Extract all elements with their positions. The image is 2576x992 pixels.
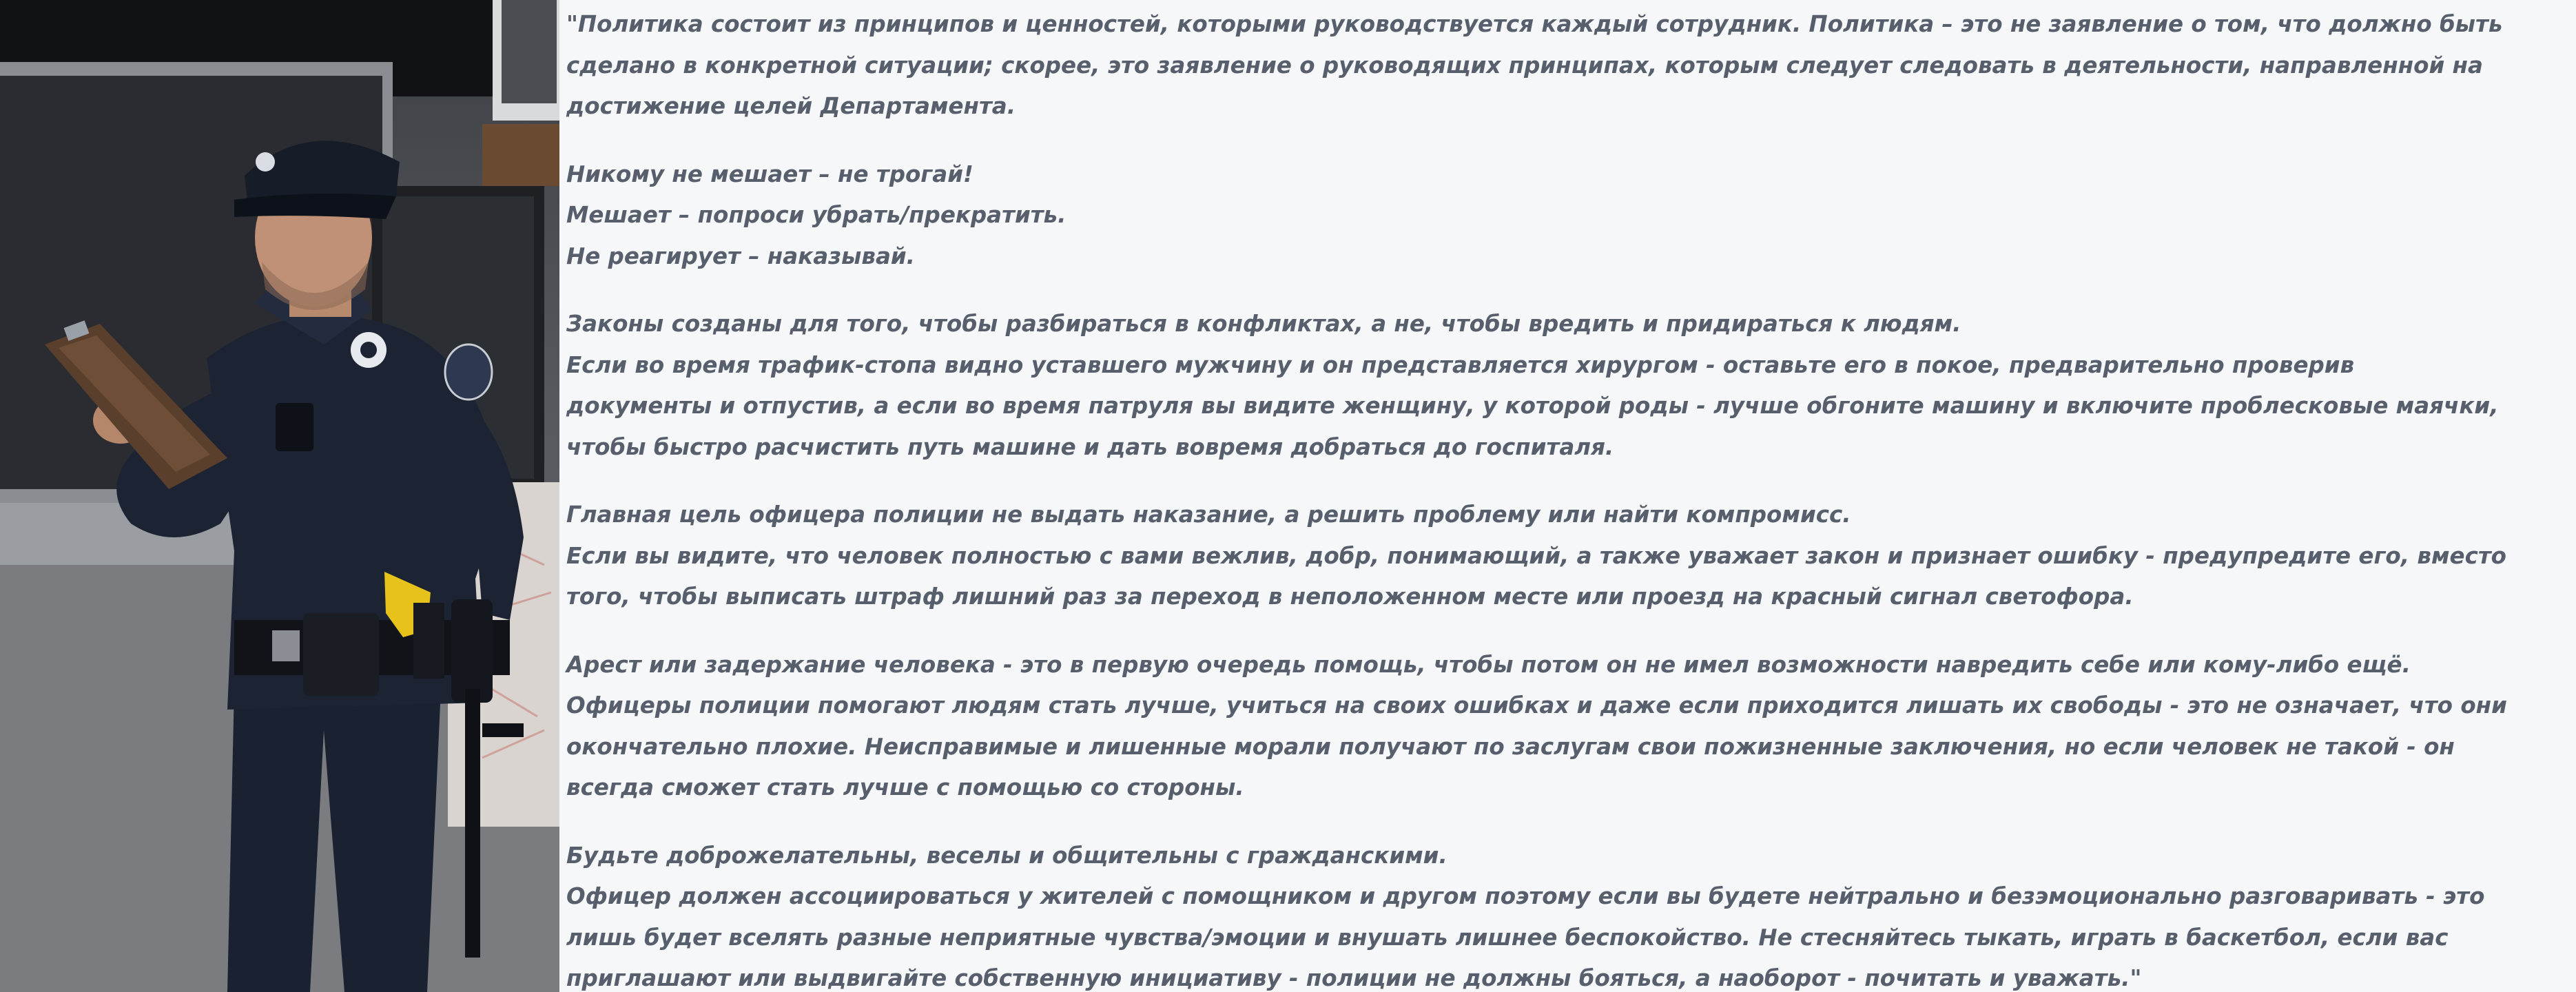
text-line: Будьте доброжелательны, веселы и общительны с гражданскими.	[566, 842, 1447, 869]
text-line: того, чтобы выписать штраф лишний раз за переход в неположенном месте или проезд на красный сигнал светофора.	[566, 583, 2134, 610]
text-line: Мешает – попроси убрать/прекратить.	[566, 202, 1067, 228]
text-line: Арест или задержание человека - это в первую очередь помощь, чтобы потом он не имел возможности навредить себе или кому-либо ещё.	[566, 651, 2411, 678]
scene-illustration	[0, 0, 559, 992]
text-line: Законы созданы для того, чтобы разбираться в конфликтах, а не, чтобы вредить и придираться к людям.	[566, 311, 1961, 337]
laws-paragraph	[566, 304, 2562, 468]
text-line: Если во время трафик-стопа видно уставшего мужчину и он представляется хирургом - оставьте его в покое, предварительно проверив	[566, 351, 2355, 378]
text-line: "Политика состоит из принципов и ценностей, которыми руководствуется каждый сотрудник. Политика – это не заявление о том, что должно быть	[566, 11, 2503, 37]
policy-text-panel	[559, 0, 2576, 992]
text-line: Никому не мешает – не трогай!	[566, 161, 973, 187]
text-line: достижение целей Департамента.	[566, 93, 1016, 119]
text-line: Если вы видите, что человек полностью с вами вежлив, добр, понимающий, а также уважает закон и признает ошибку - предупредите его, вместо	[566, 542, 2507, 569]
text-line: окончательно плохие. Неисправимые и лишенные морали получают по заслугам свои пожизненные заключения, но если человек не такой - он	[566, 733, 2455, 760]
text-line: лишь будет вселять разные неприятные чувства/эмоции и внушать лишнее беспокойство. Не стесняйтесь тыкать, играть в баскетбол, если вас	[566, 924, 2449, 951]
baton-icon	[465, 689, 480, 958]
goal-paragraph	[566, 495, 2562, 618]
text-line: сделано в конкретной ситуации; скорее, это заявление о руководящих принципах, которым следует следовать в деятельности, направленной на	[566, 52, 2483, 79]
game-scene	[0, 0, 559, 992]
cap-badge-icon	[256, 152, 275, 172]
radio-icon	[451, 599, 493, 703]
text-line: приглашают или выдвигайте собственную инициативу - полиции не должны бояться, а наоборот - почитать и уважать."	[566, 965, 2142, 991]
text-line: Главная цель офицера полиции не выдать наказание, а решить проблему или найти компромисс.	[566, 502, 1851, 528]
friendliness-paragraph	[566, 836, 2562, 992]
text-line: документы и отпустив, а если во время патруля вы видите женщину, у которой роды - лучше обгоните машину и включите проблесковые маячки,	[566, 393, 2499, 419]
text-line: чтобы быстро расчистить путь машине и дать вовремя добраться до госпиталя.	[566, 433, 1614, 460]
policy-paragraph	[566, 4, 2562, 127]
arrest-paragraph	[566, 645, 2562, 809]
text-line: всегда сможет стать лучше с помощью со стороны.	[566, 774, 1244, 800]
text-line: Офицеры полиции помогают людям стать лучше, учиться на своих ошибках и даже если приходится лишать их свободы - это не означает, что они	[566, 692, 2507, 719]
rules-paragraph	[566, 154, 2562, 278]
text-line: Не реагирует – наказывай.	[566, 242, 916, 269]
text-line: Офицер должен ассоциироваться у жителей с помощником и другом поэтому если вы будете нейтрально и безэмоционально разговаривать - это	[566, 883, 2485, 909]
